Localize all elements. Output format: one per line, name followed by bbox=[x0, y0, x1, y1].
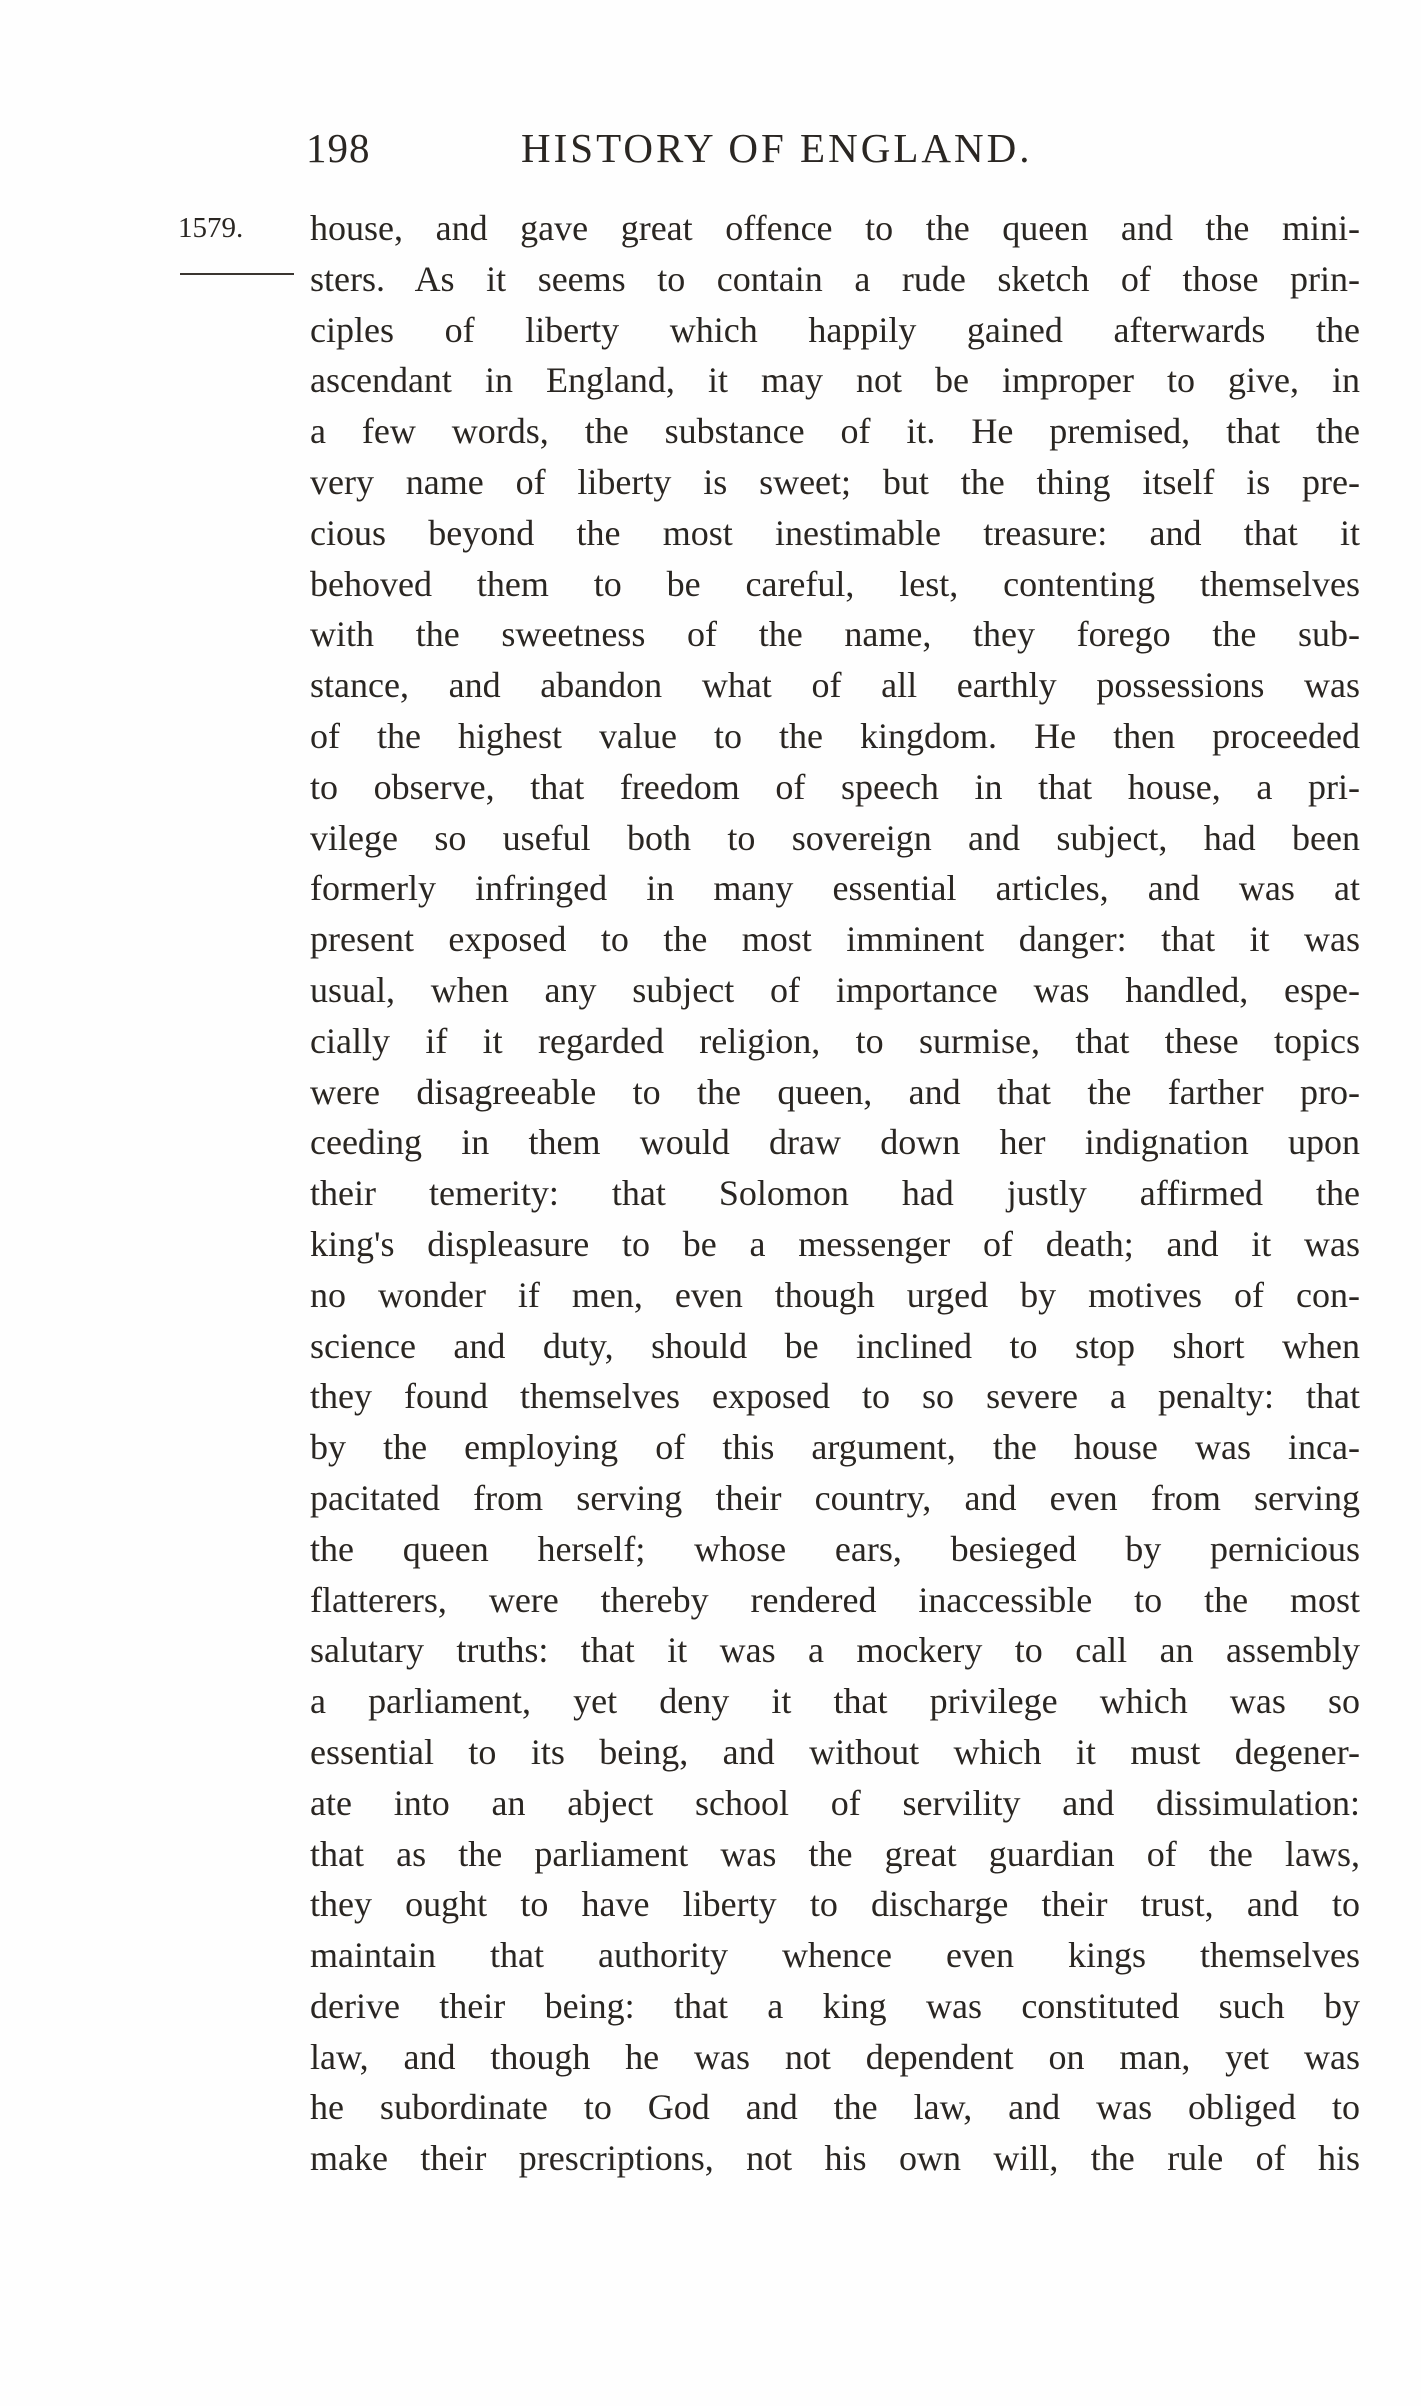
text-line: usual, when any subject of importance was handled, espe- bbox=[310, 969, 1360, 1010]
text-line: they found themselves exposed to so severe a penalty: that bbox=[310, 1376, 1360, 1417]
text-line: the queen herself; whose ears, besieged by pernicious bbox=[310, 1528, 1360, 1569]
text-line: ciples of liberty which happily gained afterwards the bbox=[310, 309, 1360, 350]
text-line: vilege so useful both to sovereign and subject, had been bbox=[310, 817, 1360, 858]
text-line: ceeding in them would draw down her indignation upon bbox=[310, 1122, 1360, 1163]
text-line: behoved them to be careful, lest, contenting themselves bbox=[310, 563, 1360, 604]
text-line: to observe, that freedom of speech in that house, a pri- bbox=[310, 766, 1360, 807]
text-line: ate into an abject school of servility and dissimulation: bbox=[310, 1782, 1360, 1823]
text-line: formerly infringed in many essential articles, and was at bbox=[310, 868, 1360, 909]
running-head bbox=[306, 118, 1366, 178]
margin-rule bbox=[180, 273, 294, 275]
text-line: law, and though he was not dependent on man, yet was bbox=[310, 2036, 1360, 2077]
text-line: pacitated from serving their country, and even from serving bbox=[310, 1477, 1360, 1518]
text-line: no wonder if men, even though urged by motives of con- bbox=[310, 1274, 1360, 1315]
body-text bbox=[310, 203, 1360, 2184]
text-line: a parliament, yet deny it that privilege which was so bbox=[310, 1681, 1360, 1722]
text-line: that as the parliament was the great guardian of the laws, bbox=[310, 1833, 1360, 1874]
page-number: 198 bbox=[306, 125, 371, 171]
text-line: make their prescriptions, not his own will, the rule of his bbox=[310, 2138, 1360, 2179]
text-line: cially if it regarded religion, to surmise, that these topics bbox=[310, 1020, 1360, 1061]
running-title: HISTORY OF ENGLAND. bbox=[521, 125, 1033, 171]
text-line: science and duty, should be inclined to stop short when bbox=[310, 1325, 1360, 1366]
text-line: present exposed to the most imminent danger: that it was bbox=[310, 919, 1360, 960]
text-line: stance, and abandon what of all earthly possessions was bbox=[310, 665, 1360, 706]
text-line: he subordinate to God and the law, and was obliged to bbox=[310, 2087, 1360, 2128]
text-line: of the highest value to the kingdom. He then proceeded bbox=[310, 715, 1360, 756]
text-line: maintain that authority whence even kings themselves bbox=[310, 1935, 1360, 1976]
text-line: they ought to have liberty to discharge their trust, and to bbox=[310, 1884, 1360, 1925]
text-line: flatterers, were thereby rendered inaccessible to the most bbox=[310, 1579, 1360, 1620]
text-line: essential to its being, and without which it must degener- bbox=[310, 1731, 1360, 1772]
text-line: their temerity: that Solomon had justly affirmed the bbox=[310, 1173, 1360, 1214]
text-line: a few words, the substance of it. He premised, that the bbox=[310, 411, 1360, 452]
text-line: by the employing of this argument, the house was inca- bbox=[310, 1427, 1360, 1468]
text-line: derive their being: that a king was constituted such by bbox=[310, 1985, 1360, 2026]
margin-year: 1579. bbox=[178, 212, 244, 244]
text-line: were disagreeable to the queen, and that the farther pro- bbox=[310, 1071, 1360, 1112]
text-line: salutary truths: that it was a mockery to call an assembly bbox=[310, 1630, 1360, 1671]
text-line: very name of liberty is sweet; but the thing itself is pre- bbox=[310, 461, 1360, 502]
text-line: cious beyond the most inestimable treasure: and that it bbox=[310, 512, 1360, 553]
text-line: sters. As it seems to contain a rude sketch of those prin- bbox=[310, 258, 1360, 299]
text-line: king's displeasure to be a messenger of death; and it was bbox=[310, 1223, 1360, 1264]
text-line: with the sweetness of the name, they forego the sub- bbox=[310, 614, 1360, 655]
text-line: house, and gave great offence to the queen and the mini- bbox=[310, 208, 1360, 248]
text-line: ascendant in England, it may not be improper to give, in bbox=[310, 360, 1360, 401]
